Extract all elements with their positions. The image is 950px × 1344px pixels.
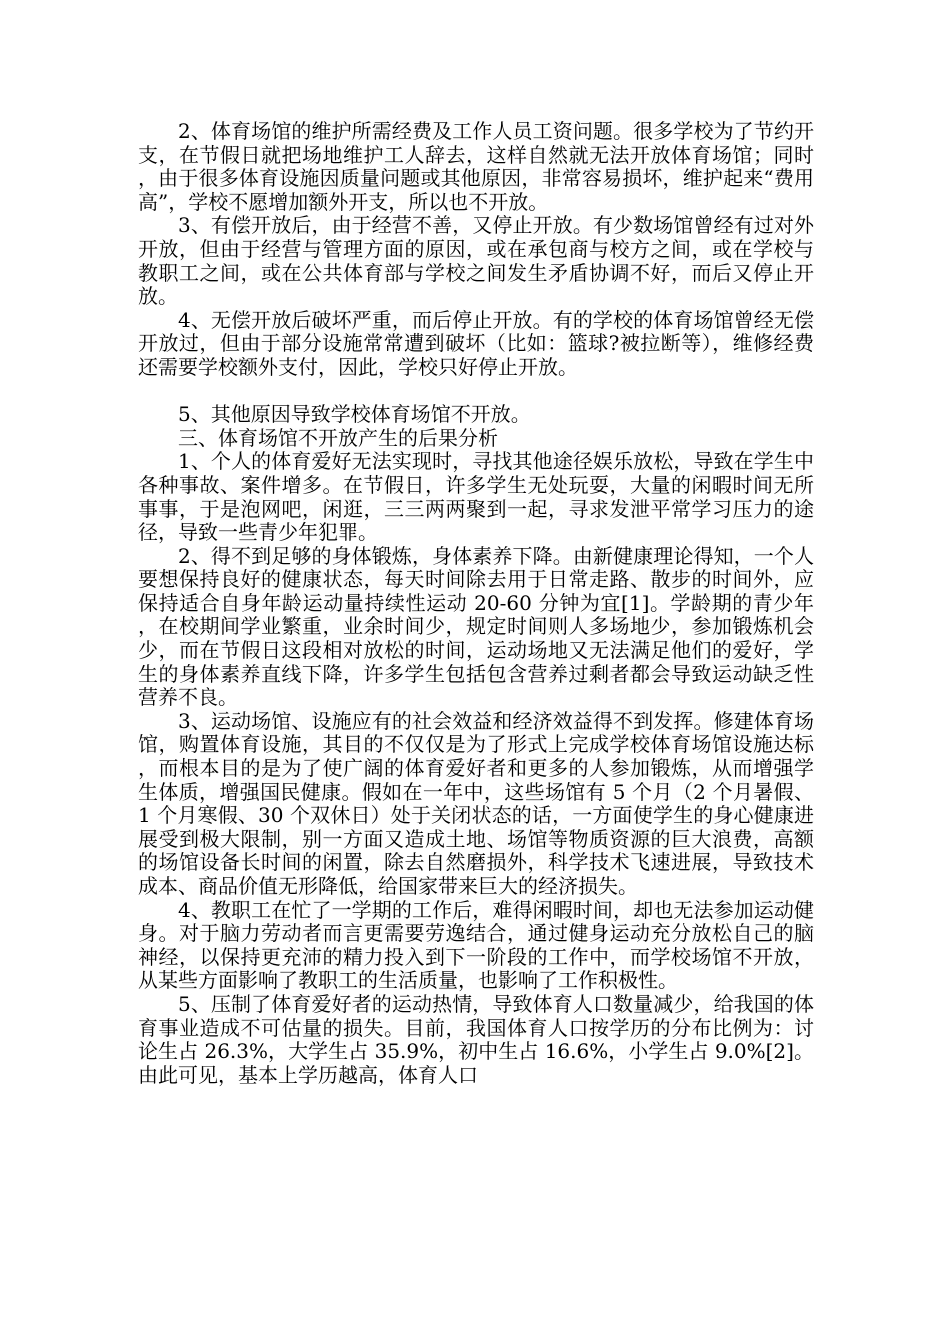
paragraph-consequence-2: 2、得不到足够的身体锻炼，身体素养下降。由新健康理论得知，一个人要想保持良好的健康状态，每天时间除去用于日常走路、散步的时间外，应保持适合自身年龄运动量持续性运动 20-60 分钟为宜[1]。学龄期的青少年，在校期间学业繁重，业余时间少，规定时间则人多场地少，参加锻炼机会少，而在节假日这段相对放松的时间，运动场地又无法满足他们的爱好，学生的身体素养直线下降，许多学生包括包含营养过剩者都会导致运动缺乏性营养不良。: [138, 543, 814, 710]
paragraph-other-reasons: 5、其他原因导致学校体育场馆不开放。: [178, 402, 531, 427]
paragraph-maintenance-cost: 2、体育场馆的维护所需经费及工作人员工资问题。很多学校为了节约开支，在节假日就把场地维护工人辞去，这样自然就无法开放体育场馆；同时，由于很多体育设施因质量问题或其他原因，非常容易损坏，维护起来“费用高”，学校不愿增加额外开支，所以也不开放。: [138, 119, 814, 214]
paragraph-consequence-3: 3、运动场馆、设施应有的社会效益和经济效益得不到发挥。修建体育场馆，购置体育设施，其目的不仅仅是为了形式上完成学校体育场馆设施达标，而根本目的是为了使广阔的体育爱好者和更多的人参加锻炼，从而增强学生体质，增强国民健康。假如在一年中，这些场馆有 5 个月（2 个月暑假、1 个月寒假、30 个双休日）处于关闭状态的话，一方面使学生的身心健康进展受到极大限制，别一方面又造成土地、场馆等物质资源的巨大浪费，高额的场馆设备长时间的闲置，除去自然磨损外，科学技术飞速进展，导致技术成本、商品价值无形降低，给国家带来巨大的经济损失。: [138, 708, 814, 898]
paragraph-consequence-5: 5、压制了体育爱好者的运动热情，导致体育人口数量减少，给我国的体育事业造成不可估量的损失。目前，我国体育人口按学历的分布比例为：讨论生占 26.3%，大学生占 35.9%，初中生占 16.6%，小学生占 9.0%[2]。由此可见，基本上学历越高，体育人口: [138, 991, 814, 1087]
document-page: [138, 120, 814, 1087]
paragraph-paid-opening: 3、有偿开放后，由于经营不善，又停止开放。有少数场馆曾经有过对外开放，但由于经营与管理方面的原因，或在承包商与校方之间，或在学校与教职工之间，或在公共体育部与学校之间发生矛盾协调不好，而后又停止开放。: [138, 213, 814, 309]
paragraph-free-opening: 4、无偿开放后破坏严重，而后停止开放。有的学校的体育场馆曾经无偿开放过，但由于部分设施常常遭到破坏（比如：篮球?被拉断等），维修经费还需要学校额外支付，因此，学校只好停止开放。: [138, 307, 814, 379]
paragraph-consequence-4: 4、教职工在忙了一学期的工作后，难得闲暇时间，却也无法参加运动健身。对于脑力劳动者而言更需要劳逸结合，通过健身运动充分放松自己的脑神经，以保持更充沛的精力投入到下一阶段的工作中，而学校场馆不开放，从某些方面影响了教职工的生活质量，也影响了工作积极性。: [138, 897, 814, 993]
paragraph-gap: [138, 380, 814, 404]
paragraph-consequence-1: 1、个人的体育爱好无法实现时，寻找其他途径娱乐放松，导致在学生中各种事故、案件增多。在节假日，许多学生无处玩耍，大量的闲暇时间无所事事，于是泡网吧，闲逛，三三两两聚到一起，寻求发泄平常学习压力的途径，导致一些青少年犯罪。: [138, 449, 814, 545]
section-heading-consequences: 三、体育场馆不开放产生的后果分析: [178, 425, 498, 450]
